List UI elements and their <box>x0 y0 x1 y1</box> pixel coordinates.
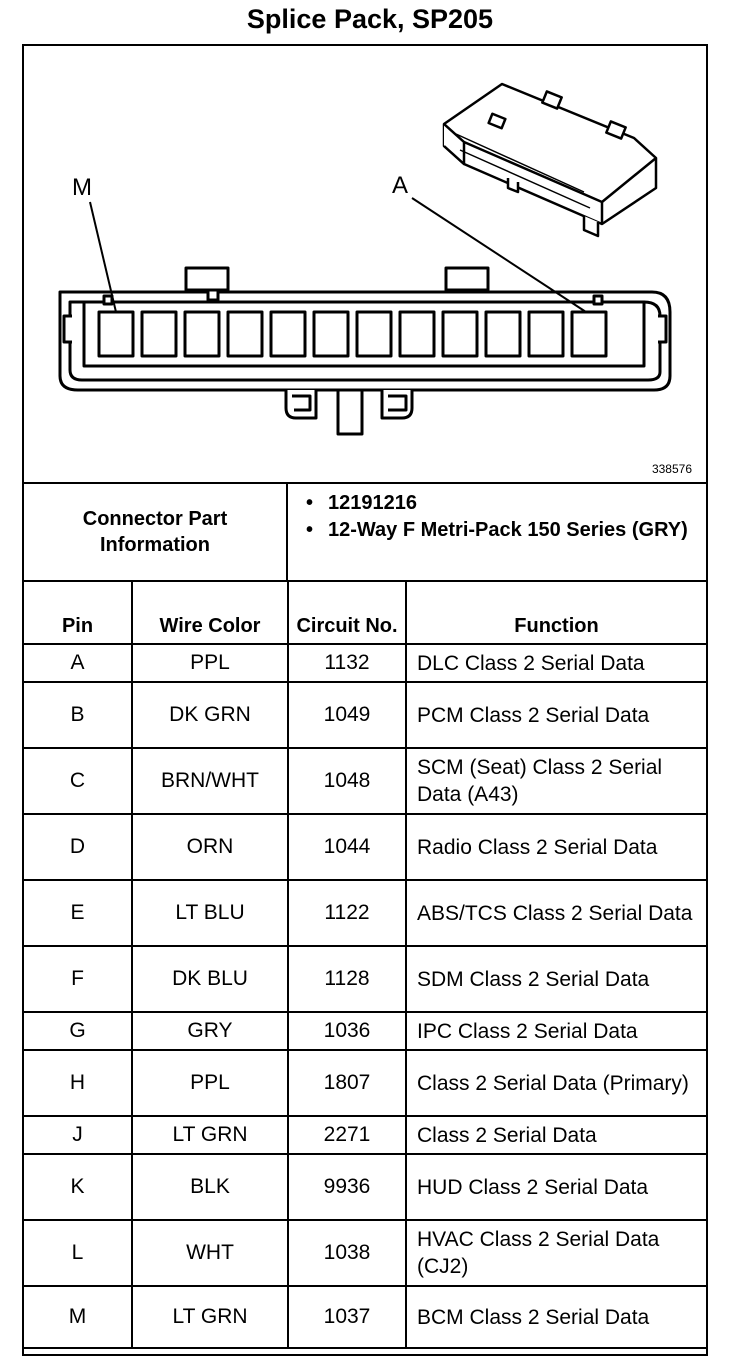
function-cell: Class 2 Serial Data <box>406 1116 706 1154</box>
col-header-circuit: Circuit No. <box>288 582 406 644</box>
table-row <box>24 1012 706 1050</box>
function-cell: IPC Class 2 Serial Data <box>406 1012 706 1050</box>
wire-color-cell: DK BLU <box>132 946 288 1012</box>
function-cell: Radio Class 2 Serial Data <box>406 814 706 880</box>
connector-info-label: Connector Part Information <box>24 484 288 580</box>
function-cell: ABS/TCS Class 2 Serial Data <box>406 880 706 946</box>
pin-cell: C <box>24 748 132 814</box>
circuit-cell: 2271 <box>288 1116 406 1154</box>
pin-cell: K <box>24 1154 132 1220</box>
pin-cell: H <box>24 1050 132 1116</box>
wire-color-cell: PPL <box>132 1050 288 1116</box>
pin-cell: L <box>24 1220 132 1286</box>
connector-drawing <box>24 46 706 482</box>
wire-color-cell: LT GRN <box>132 1286 288 1348</box>
circuit-cell: 1036 <box>288 1012 406 1050</box>
pin-cell: B <box>24 682 132 748</box>
table-row <box>24 1220 706 1286</box>
function-cell: PCM Class 2 Serial Data <box>406 682 706 748</box>
table-row <box>24 1286 706 1348</box>
wire-color-cell: LT BLU <box>132 880 288 946</box>
table-row <box>24 880 706 946</box>
pin-cell: A <box>24 644 132 682</box>
circuit-cell: 1807 <box>288 1050 406 1116</box>
illustration-number: 338576 <box>651 462 692 476</box>
circuit-cell: 1037 <box>288 1286 406 1348</box>
function-cell: SCM (Seat) Class 2 Serial Data (A43) <box>406 748 706 814</box>
function-cell: HVAC Class 2 Serial Data (CJ2) <box>406 1220 706 1286</box>
circuit-cell: 1044 <box>288 814 406 880</box>
col-header-wire-color: Wire Color <box>132 582 288 644</box>
circuit-cell: 1128 <box>288 946 406 1012</box>
pin-cell: F <box>24 946 132 1012</box>
pin-cell: D <box>24 814 132 880</box>
connector-face <box>60 268 670 434</box>
connector-info <box>24 482 706 582</box>
circuit-cell: 1132 <box>288 644 406 682</box>
table-row <box>24 946 706 1012</box>
circuit-cell: 9936 <box>288 1154 406 1220</box>
pin-label-a: A <box>392 172 409 199</box>
page-title: Splice Pack, SP205 <box>246 4 494 34</box>
circuit-cell: 1048 <box>288 748 406 814</box>
table-row <box>24 1154 706 1220</box>
wire-color-cell: LT GRN <box>132 1116 288 1154</box>
pin-cell: E <box>24 880 132 946</box>
pin-cell: G <box>24 1012 132 1050</box>
col-header-pin: Pin <box>24 582 132 644</box>
circuit-cell: 1122 <box>288 880 406 946</box>
circuit-cell: 1038 <box>288 1220 406 1286</box>
wire-color-cell: PPL <box>132 644 288 682</box>
table-row <box>24 814 706 880</box>
table-row <box>24 748 706 814</box>
connector-info-list <box>288 484 706 580</box>
function-cell: SDM Class 2 Serial Data <box>406 946 706 1012</box>
connector-sheet <box>22 44 708 1356</box>
pin-label-m: M <box>72 174 92 201</box>
pin-cell: M <box>24 1286 132 1348</box>
wire-color-cell: ORN <box>132 814 288 880</box>
connector-3d-view <box>444 84 656 236</box>
wire-color-cell: DK GRN <box>132 682 288 748</box>
connector-info-item: • 12191216 <box>306 492 417 514</box>
table-row <box>24 1116 706 1154</box>
pinout-table <box>24 582 706 1349</box>
circuit-cell: 1049 <box>288 682 406 748</box>
wire-color-cell: BRN/WHT <box>132 748 288 814</box>
connector-info-item: • 12-Way F Metri-Pack 150 Series (GRY) <box>306 519 688 541</box>
wire-color-cell: WHT <box>132 1220 288 1286</box>
wire-color-cell: BLK <box>132 1154 288 1220</box>
table-row <box>24 1050 706 1116</box>
wire-color-cell: GRY <box>132 1012 288 1050</box>
function-cell: BCM Class 2 Serial Data <box>406 1286 706 1348</box>
connector-diagram <box>24 46 706 482</box>
pin-cell: J <box>24 1116 132 1154</box>
function-cell: DLC Class 2 Serial Data <box>406 644 706 682</box>
table-row <box>24 682 706 748</box>
function-cell: HUD Class 2 Serial Data <box>406 1154 706 1220</box>
col-header-function: Function <box>406 582 706 644</box>
table-row <box>24 644 706 682</box>
function-cell: Class 2 Serial Data (Primary) <box>406 1050 706 1116</box>
